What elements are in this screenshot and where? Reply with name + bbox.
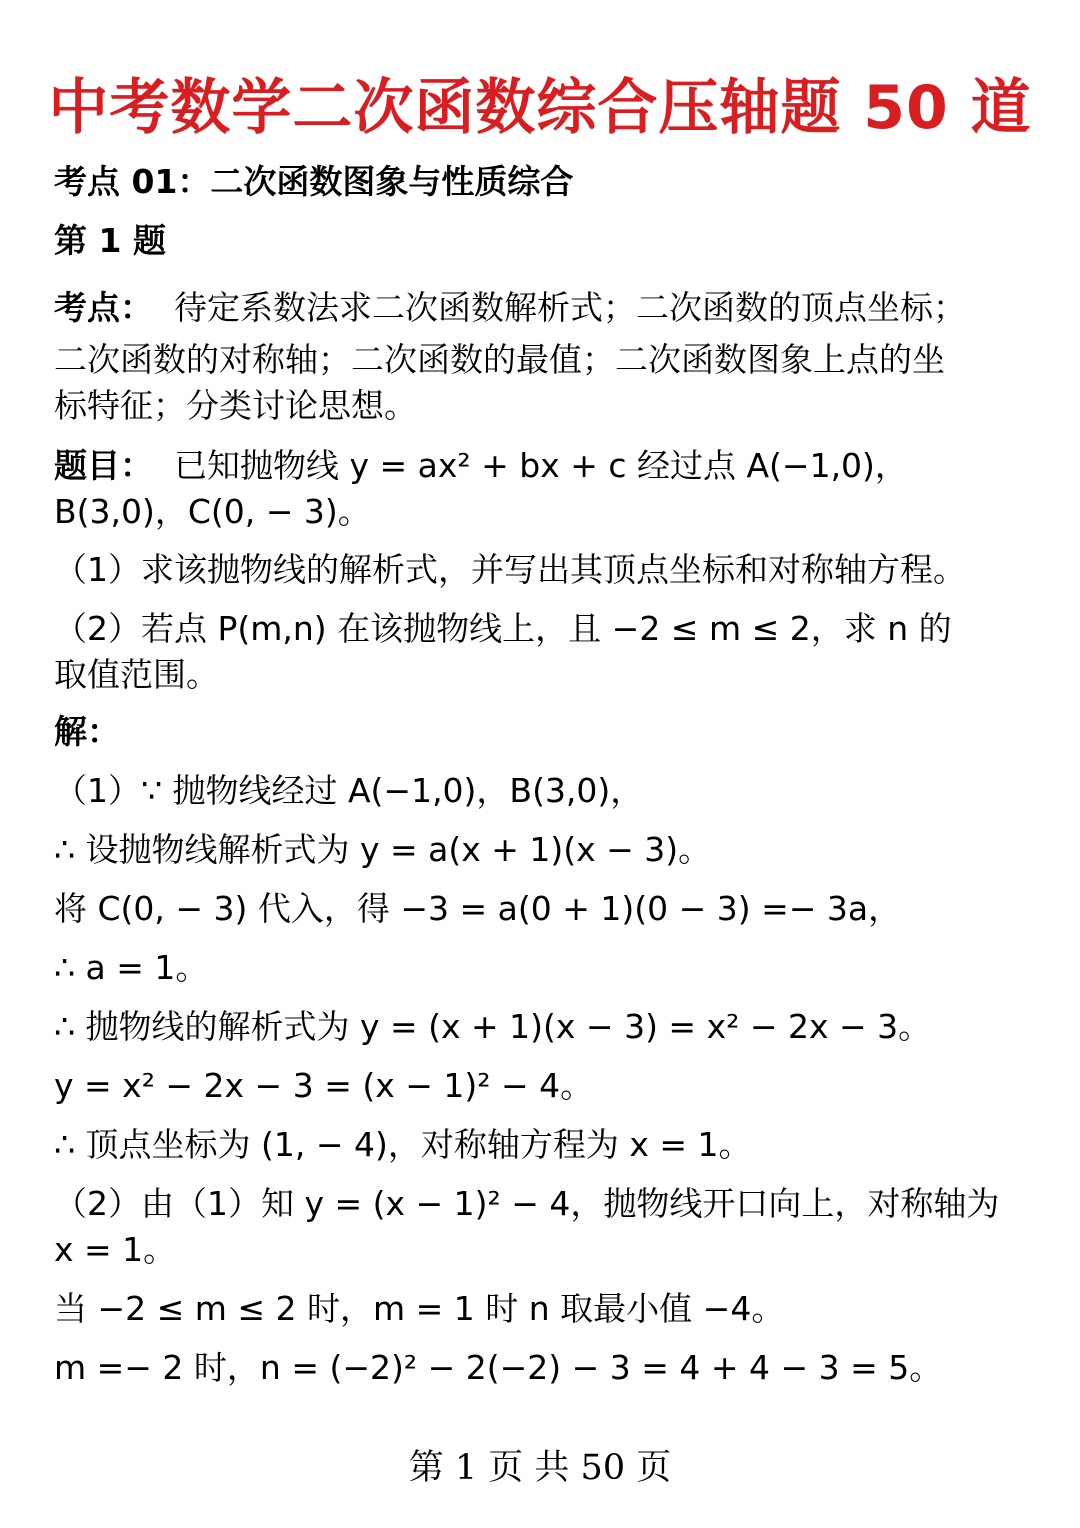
problem-part-2-cont: 取值范围。 <box>54 655 219 694</box>
solution-line-9: x = 1。 <box>54 1230 177 1269</box>
kaodian-label: 考点： <box>54 288 153 327</box>
solution-label: 解： <box>54 712 120 751</box>
kaodian-line-2: 二次函数的对称轴；二次函数的最值；二次函数图象上点的坐 <box>54 340 945 379</box>
solution-line-11: m =− 2 时，n = (−2)² − 2(−2) − 3 = 4 + 4 − 3 = 5。 <box>54 1348 943 1387</box>
solution-line-6: y = x² − 2x − 3 = (x − 1)² − 4。 <box>54 1066 594 1105</box>
problem-line-1 <box>54 442 1040 490</box>
problem-part-2: （2）若点 P(m,n) 在该抛物线上，且 −2 ≤ m ≤ 2，求 n 的 <box>54 609 952 648</box>
kaodian-text-1: 待定系数法求二次函数解析式；二次函数的顶点坐标； <box>173 288 966 327</box>
document-title: 中考数学二次函数综合压轴题 50 道 <box>48 73 1032 143</box>
question-number: 第 1 题 <box>54 221 166 260</box>
solution-line-1: （1）∵ 抛物线经过 A(−1,0)，B(3,0)， <box>54 771 644 810</box>
solution-line-4: ∴ a = 1。 <box>54 948 209 987</box>
timu-label: 题目： <box>54 446 153 485</box>
page-footer: 第 1 页 共 50 页 <box>408 1448 672 1488</box>
problem-line-2: B(3,0)，C(0, − 3)。 <box>54 492 371 531</box>
kaodian-line-3: 标特征；分类讨论思想。 <box>54 386 417 425</box>
problem-text-1: 已知抛物线 y = ax² + bx + c 经过点 A(−1,0)， <box>173 446 908 485</box>
solution-line-7: ∴ 顶点坐标为 (1, − 4)，对称轴方程为 x = 1。 <box>54 1125 752 1164</box>
solution-line-8: （2）由（1）知 y = (x − 1)² − 4，抛物线开口向上，对称轴为 <box>54 1184 1000 1223</box>
solution-line-10: 当 −2 ≤ m ≤ 2 时，m = 1 时 n 取最小值 −4。 <box>54 1289 785 1328</box>
problem-part-1: （1）求该抛物线的解析式，并写出其顶点坐标和对称轴方程。 <box>54 550 966 589</box>
kaodian-line-1 <box>54 284 1040 332</box>
solution-line-5: ∴ 抛物线的解析式为 y = (x + 1)(x − 3) = x² − 2x − 3。 <box>54 1007 932 1046</box>
solution-line-2: ∴ 设抛物线解析式为 y = a(x + 1)(x − 3)。 <box>54 830 712 869</box>
section-heading: 考点 01：二次函数图象与性质综合 <box>54 162 574 201</box>
solution-line-3: 将 C(0, − 3) 代入，得 −3 = a(0 + 1)(0 − 3) =− 3a， <box>54 889 902 928</box>
